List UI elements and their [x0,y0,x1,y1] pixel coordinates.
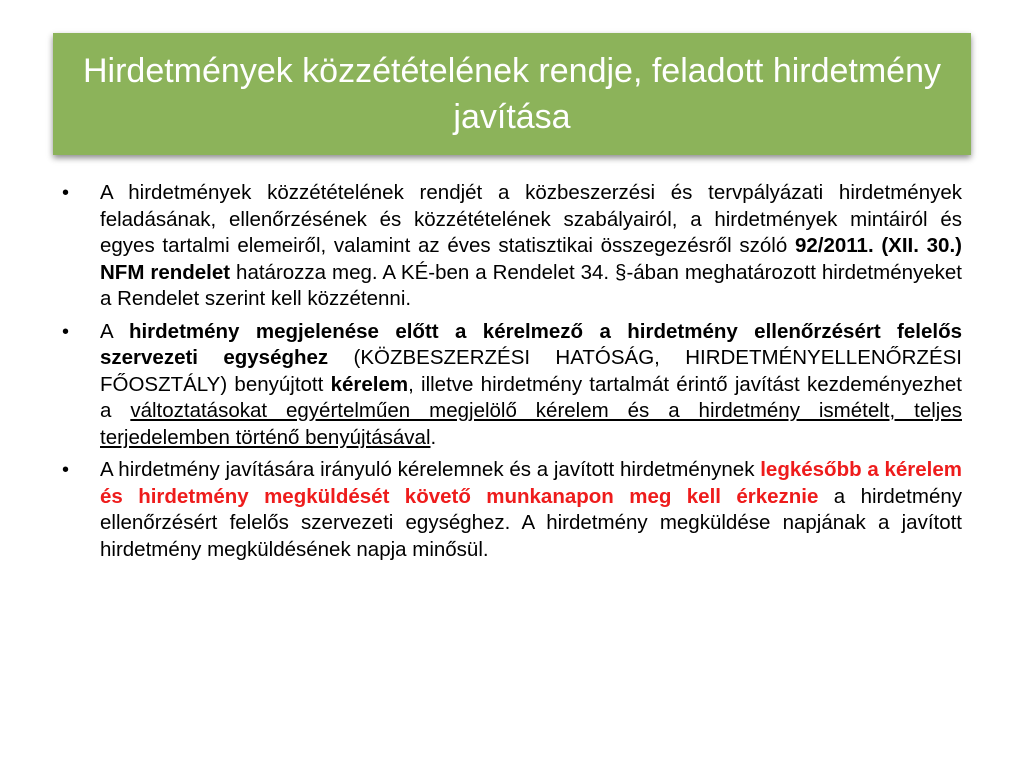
underlined-text: változtatásokat egyértelműen megjelölő kérelem és a hirdetmény ismételt, teljes terjedelemben történő benyújtásával [100,399,962,449]
bullet-text: (KÖZBESZERZÉSI HATÓSÁG, HIRDETMÉNYELLENŐRZÉSI FŐOSZTÁLY) benyújtott [100,346,962,396]
bullet-item-3 [62,457,962,563]
bullet-text: . [430,425,437,449]
slide-body [62,180,962,569]
bullet-text: A hirdetmények közzétételének rendjét a közbeszerzési és tervpályázati hirdetmények feladásának, ellenőrzésének és közzétételének szabályairól, a hirdetmények mintáiról és egyes tartalmi elemeiről, valamint az éves statisztikai összegezésről szóló [100,181,962,257]
bullet-item-1 [62,180,962,313]
bullet-text: , illetve hirdetmény tartalmát érintő javítást kezdeményezhet a [100,372,962,422]
emphasis-text: hirdetmény megjelenése előtt a kérelmező a hirdetmény ellenőrzésért felelős szervezeti egységhez [100,319,962,369]
bullet-item-2 [62,319,962,452]
bullet-text: A hirdetmény javítására irányuló kérelemnek és a javított hirdetménynek [100,458,761,481]
bullet-text: a hirdetmény ellenőrzésért felelős szervezeti egységhez. A hirdetmény megküldése napjának a javított hirdetmény megküldésének napja minősül. [100,484,962,561]
bullet-text: határozza meg. A KÉ-ben a Rendelet 34. §-ában meghatározott hirdetményeket a Rendelet szerint kell közzétenni. [100,260,962,310]
bullet-list [62,180,962,563]
title-banner [53,33,971,155]
bullet-text: A [100,319,129,343]
regulation-reference: 92/2011. (XII. 30.) NFM rendelet [100,234,962,284]
deadline-warning: legkésőbb a kérelem és hirdetmény megküldését követő munkanapon meg kell érkeznie [100,458,963,508]
emphasis-text: kérelem [330,372,409,396]
slide-title: Hirdetmények közzétételének rendje, feladott hirdetmény javítása [82,52,942,136]
